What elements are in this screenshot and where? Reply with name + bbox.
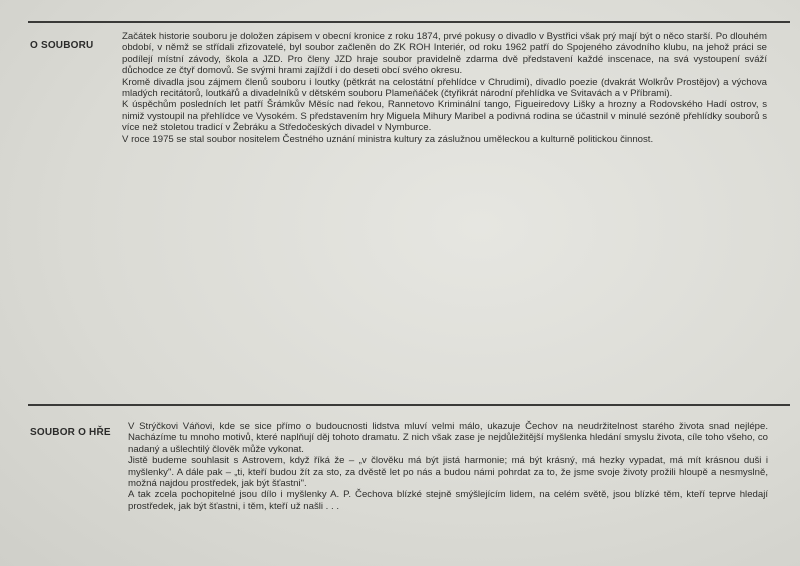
paragraph: Jistě budeme souhlasit s Astrovem, když říká že – „v člověku má být jistá harmonie; má být krásný, má hezky vypadat, má mít krásnou duši i myšlenky". A dále pak – „ti, kteří budou žít za sto, za dvěstě let po nás a budou námi pohrdat za to, že jsme svoje životy prožili hloupě a nesmyslně, možná najdou prostředek, jak být šťastni". — [128, 455, 768, 490]
section-body-soubor-o-hre — [128, 421, 768, 512]
section-body-o-souboru — [122, 31, 767, 145]
paragraph: A tak zcela pochopitelné jsou dílo i myšlenky A. P. Čechova blízké stejně smýšlejícím lidem, na celém světě, jsou blízké těm, kteří teprve hledají prostředek, jak být šťastni, i těm, kteří už našli . . . — [128, 489, 768, 512]
paragraph: Začátek historie souboru je doložen zápisem v obecní kronice z roku 1874, prvé pokusy o divadlo v Bystřici však prý mají být o něco starší. Po dlouhém období, v němž se střídali zřizovatelé, byl soubor začleněn do ZK ROH Interiér, od roku 1962 patří do Spojeného závodního klubu, na jehož práci se podílejí místní závody, škola a JZD. Pro členy JZD hraje soubor pravidelně zdarma dvě představení každé inscenace, na svá vystoupení sváží důchodce ze čtyř domovů. Se svými hrami zajíždí i do deseti obcí svého okresu. — [122, 31, 767, 77]
paragraph: V Strýčkovi Váňovi, kde se sice přímo o budoucnosti lidstva mluví velmi málo, ukazuje Čechov na neudržitelnost starého života snad nejlépe. Nacházíme tu mnoho motivů, které naplňují děj tohoto dramatu. Z nich však zase je nejdůležitější myšlenka hledání smyslu života, cíle toho všeho, co nadaný a ušlechtilý člověk může vykonat. — [128, 421, 768, 455]
section-title-soubor-o-hre: SOUBOR O HŘE — [30, 427, 111, 438]
paragraph: Kromě divadla jsou zájmem členů souboru i loutky (pětkrát na celostátní přehlídce v Chrudimi), divadlo poezie (dvakrát Wolkrův Prostějov) a výchova mladých recitátorů, loutkářů a divadelníků v dětském souboru Plameňáček (čtyřikrát národní přehlídka ve Svitavách a v Příbrami). — [122, 76, 767, 100]
section-title-o-souboru: O SOUBORU — [30, 40, 94, 51]
paragraph: K úspěchům posledních let patří Šrámkův Měsíc nad řekou, Rannetovo Kriminální tango, Figueiredovy Lišky a hrozny a Rodovského Hadí ostrov, s nimiž vystoupil na přehlídce ve Vysokém. S představením hry Miguela Mihury Maribel a podivná rodina se účastnil v minulé sezóně přehlídky souborů s více než stoletou tradicí v Žebráku a Středočeských divadel v Nymburce. — [122, 99, 767, 134]
paragraph: V roce 1975 se stal soubor nositelem Čestného uznání ministra kultury za záslužnou uměleckou a kulturně politickou činnost. — [122, 133, 654, 145]
top-divider — [28, 21, 790, 23]
middle-divider — [28, 404, 790, 406]
